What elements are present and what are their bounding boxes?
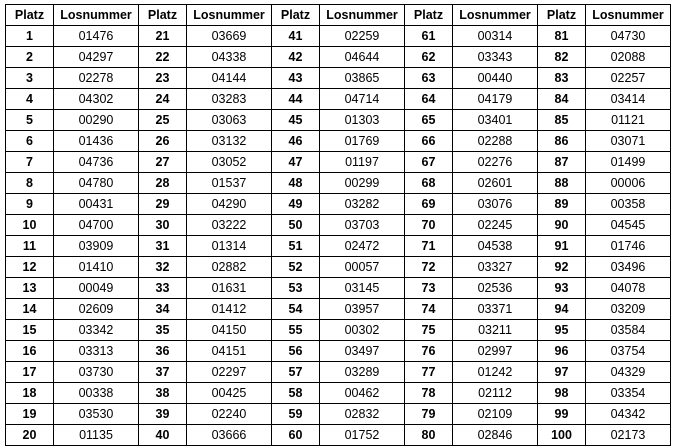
losnummer-cell: 03703 (320, 215, 405, 236)
platz-cell: 18 (6, 383, 54, 404)
platz-cell: 34 (139, 299, 187, 320)
platz-cell: 89 (538, 194, 586, 215)
platz-cell: 5 (6, 110, 54, 131)
platz-cell: 96 (538, 341, 586, 362)
losnummer-cell: 02832 (320, 404, 405, 425)
losnummer-cell: 03497 (320, 341, 405, 362)
table-row (6, 362, 671, 383)
losnummer-cell: 02601 (453, 173, 538, 194)
platz-cell: 12 (6, 257, 54, 278)
platz-cell: 90 (538, 215, 586, 236)
losnummer-cell: 01631 (187, 278, 272, 299)
losnummer-cell: 03414 (586, 89, 671, 110)
losnummer-cell: 03865 (320, 68, 405, 89)
losnummer-cell: 00006 (586, 173, 671, 194)
platz-cell: 58 (272, 383, 320, 404)
platz-cell: 50 (272, 215, 320, 236)
header-platz: Platz (405, 5, 453, 26)
losnummer-cell: 00057 (320, 257, 405, 278)
platz-cell: 6 (6, 131, 54, 152)
table-body (6, 26, 671, 446)
table-row (6, 236, 671, 257)
losnummer-cell: 03283 (187, 89, 272, 110)
losnummer-cell: 00440 (453, 68, 538, 89)
losnummer-cell: 01242 (453, 362, 538, 383)
losnummer-cell: 03052 (187, 152, 272, 173)
losnummer-cell: 02112 (453, 383, 538, 404)
platz-cell: 32 (139, 257, 187, 278)
platz-cell: 65 (405, 110, 453, 131)
platz-cell: 81 (538, 26, 586, 47)
header-losnummer: Losnummer (187, 5, 272, 26)
losnummer-cell: 02288 (453, 131, 538, 152)
table-row (6, 194, 671, 215)
losnummer-cell: 04179 (453, 89, 538, 110)
losnummer-cell: 02173 (586, 425, 671, 446)
header-row (6, 5, 671, 26)
losnummer-cell: 00425 (187, 383, 272, 404)
losnummer-cell: 04545 (586, 215, 671, 236)
table-row (6, 257, 671, 278)
platz-cell: 42 (272, 47, 320, 68)
platz-cell: 22 (139, 47, 187, 68)
losnummer-cell: 04338 (187, 47, 272, 68)
losnummer-cell: 04730 (586, 26, 671, 47)
losnummer-cell: 04290 (187, 194, 272, 215)
losnummer-cell: 04078 (586, 278, 671, 299)
table-row (6, 68, 671, 89)
platz-cell: 59 (272, 404, 320, 425)
platz-cell: 76 (405, 341, 453, 362)
losnummer-cell: 02240 (187, 404, 272, 425)
losnummer-cell: 03071 (586, 131, 671, 152)
platz-cell: 69 (405, 194, 453, 215)
table-row (6, 383, 671, 404)
platz-cell: 45 (272, 110, 320, 131)
losnummer-cell: 00290 (54, 110, 139, 131)
losnummer-cell: 04700 (54, 215, 139, 236)
platz-cell: 4 (6, 89, 54, 110)
platz-cell: 44 (272, 89, 320, 110)
losnummer-cell: 02278 (54, 68, 139, 89)
losnummer-cell: 01121 (586, 110, 671, 131)
platz-cell: 63 (405, 68, 453, 89)
losnummer-cell: 04150 (187, 320, 272, 341)
platz-cell: 19 (6, 404, 54, 425)
platz-cell: 68 (405, 173, 453, 194)
losnummer-cell: 04644 (320, 47, 405, 68)
header-platz: Platz (6, 5, 54, 26)
platz-cell: 92 (538, 257, 586, 278)
losnummer-cell: 03909 (54, 236, 139, 257)
losnummer-cell: 01410 (54, 257, 139, 278)
table-row (6, 425, 671, 446)
platz-cell: 56 (272, 341, 320, 362)
platz-cell: 98 (538, 383, 586, 404)
platz-cell: 48 (272, 173, 320, 194)
losnummer-cell: 03211 (453, 320, 538, 341)
losnummer-cell: 01746 (586, 236, 671, 257)
platz-cell: 73 (405, 278, 453, 299)
losnummer-cell: 02276 (453, 152, 538, 173)
losnummer-cell: 02245 (453, 215, 538, 236)
losnummer-cell: 01752 (320, 425, 405, 446)
losnummer-cell: 04144 (187, 68, 272, 89)
platz-cell: 91 (538, 236, 586, 257)
losnummer-cell: 02997 (453, 341, 538, 362)
header-losnummer: Losnummer (54, 5, 139, 26)
table-row (6, 278, 671, 299)
platz-cell: 15 (6, 320, 54, 341)
losnummer-cell: 03209 (586, 299, 671, 320)
losnummer-cell: 01197 (320, 152, 405, 173)
losnummer-cell: 01499 (586, 152, 671, 173)
losnummer-cell: 02846 (453, 425, 538, 446)
platz-cell: 24 (139, 89, 187, 110)
platz-cell: 85 (538, 110, 586, 131)
table-row (6, 152, 671, 173)
losnummer-cell: 00431 (54, 194, 139, 215)
losnummer-cell: 03145 (320, 278, 405, 299)
platz-cell: 37 (139, 362, 187, 383)
losnummer-cell: 04297 (54, 47, 139, 68)
losnummer-cell: 04736 (54, 152, 139, 173)
platz-cell: 77 (405, 362, 453, 383)
losnummer-cell: 01537 (187, 173, 272, 194)
platz-cell: 17 (6, 362, 54, 383)
platz-cell: 49 (272, 194, 320, 215)
losnummer-cell: 03076 (453, 194, 538, 215)
losnummer-cell: 02109 (453, 404, 538, 425)
platz-cell: 97 (538, 362, 586, 383)
losnummer-cell: 03730 (54, 362, 139, 383)
platz-cell: 54 (272, 299, 320, 320)
losnummer-cell: 03754 (586, 341, 671, 362)
platz-cell: 74 (405, 299, 453, 320)
platz-cell: 20 (6, 425, 54, 446)
platz-cell: 1 (6, 26, 54, 47)
losnummer-cell: 03957 (320, 299, 405, 320)
losnummer-cell: 01412 (187, 299, 272, 320)
platz-cell: 94 (538, 299, 586, 320)
platz-cell: 28 (139, 173, 187, 194)
losnummer-cell: 01303 (320, 110, 405, 131)
losnummer-cell: 00314 (453, 26, 538, 47)
losnummer-cell: 03669 (187, 26, 272, 47)
platz-cell: 29 (139, 194, 187, 215)
losnummer-cell: 03343 (453, 47, 538, 68)
losnummer-cell: 03282 (320, 194, 405, 215)
lottery-results-table (5, 4, 671, 446)
header-losnummer: Losnummer (320, 5, 405, 26)
platz-cell: 79 (405, 404, 453, 425)
losnummer-cell: 03327 (453, 257, 538, 278)
platz-cell: 41 (272, 26, 320, 47)
platz-cell: 33 (139, 278, 187, 299)
losnummer-cell: 03496 (586, 257, 671, 278)
platz-cell: 72 (405, 257, 453, 278)
losnummer-cell: 01476 (54, 26, 139, 47)
losnummer-cell: 00358 (586, 194, 671, 215)
table-row (6, 404, 671, 425)
platz-cell: 86 (538, 131, 586, 152)
platz-cell: 38 (139, 383, 187, 404)
platz-cell: 40 (139, 425, 187, 446)
platz-cell: 11 (6, 236, 54, 257)
losnummer-cell: 03222 (187, 215, 272, 236)
losnummer-cell: 01436 (54, 131, 139, 152)
platz-cell: 60 (272, 425, 320, 446)
losnummer-cell: 04329 (586, 362, 671, 383)
platz-cell: 30 (139, 215, 187, 236)
platz-cell: 16 (6, 341, 54, 362)
losnummer-cell: 02257 (586, 68, 671, 89)
platz-cell: 27 (139, 152, 187, 173)
losnummer-cell: 03584 (586, 320, 671, 341)
losnummer-cell: 03354 (586, 383, 671, 404)
platz-cell: 67 (405, 152, 453, 173)
platz-cell: 46 (272, 131, 320, 152)
losnummer-cell: 03289 (320, 362, 405, 383)
table-row (6, 131, 671, 152)
platz-cell: 100 (538, 425, 586, 446)
platz-cell: 43 (272, 68, 320, 89)
losnummer-cell: 00299 (320, 173, 405, 194)
platz-cell: 83 (538, 68, 586, 89)
platz-cell: 95 (538, 320, 586, 341)
losnummer-cell: 03371 (453, 299, 538, 320)
table-row (6, 89, 671, 110)
losnummer-cell: 03342 (54, 320, 139, 341)
header-losnummer: Losnummer (453, 5, 538, 26)
platz-cell: 52 (272, 257, 320, 278)
platz-cell: 64 (405, 89, 453, 110)
platz-cell: 3 (6, 68, 54, 89)
losnummer-cell: 00302 (320, 320, 405, 341)
platz-cell: 71 (405, 236, 453, 257)
platz-cell: 62 (405, 47, 453, 68)
platz-cell: 55 (272, 320, 320, 341)
platz-cell: 39 (139, 404, 187, 425)
losnummer-cell: 02536 (453, 278, 538, 299)
header-platz: Platz (139, 5, 187, 26)
losnummer-cell: 03313 (54, 341, 139, 362)
platz-cell: 25 (139, 110, 187, 131)
losnummer-cell: 02472 (320, 236, 405, 257)
header-platz: Platz (538, 5, 586, 26)
table-row (6, 320, 671, 341)
platz-cell: 93 (538, 278, 586, 299)
losnummer-cell: 03401 (453, 110, 538, 131)
table-row (6, 26, 671, 47)
platz-cell: 21 (139, 26, 187, 47)
losnummer-cell: 04780 (54, 173, 139, 194)
platz-cell: 31 (139, 236, 187, 257)
header-platz: Platz (272, 5, 320, 26)
header-losnummer: Losnummer (586, 5, 671, 26)
platz-cell: 66 (405, 131, 453, 152)
results-table-container (5, 4, 671, 446)
losnummer-cell: 00462 (320, 383, 405, 404)
table-row (6, 110, 671, 131)
platz-cell: 9 (6, 194, 54, 215)
platz-cell: 13 (6, 278, 54, 299)
platz-cell: 70 (405, 215, 453, 236)
losnummer-cell: 03132 (187, 131, 272, 152)
platz-cell: 57 (272, 362, 320, 383)
platz-cell: 82 (538, 47, 586, 68)
losnummer-cell: 04151 (187, 341, 272, 362)
platz-cell: 80 (405, 425, 453, 446)
losnummer-cell: 01135 (54, 425, 139, 446)
platz-cell: 88 (538, 173, 586, 194)
losnummer-cell: 00338 (54, 383, 139, 404)
losnummer-cell: 02297 (187, 362, 272, 383)
losnummer-cell: 00049 (54, 278, 139, 299)
platz-cell: 99 (538, 404, 586, 425)
platz-cell: 75 (405, 320, 453, 341)
losnummer-cell: 02259 (320, 26, 405, 47)
losnummer-cell: 04342 (586, 404, 671, 425)
platz-cell: 61 (405, 26, 453, 47)
table-row (6, 299, 671, 320)
losnummer-cell: 02609 (54, 299, 139, 320)
losnummer-cell: 02882 (187, 257, 272, 278)
platz-cell: 7 (6, 152, 54, 173)
platz-cell: 8 (6, 173, 54, 194)
platz-cell: 14 (6, 299, 54, 320)
platz-cell: 2 (6, 47, 54, 68)
losnummer-cell: 03530 (54, 404, 139, 425)
losnummer-cell: 01314 (187, 236, 272, 257)
losnummer-cell: 04714 (320, 89, 405, 110)
platz-cell: 53 (272, 278, 320, 299)
losnummer-cell: 04302 (54, 89, 139, 110)
platz-cell: 23 (139, 68, 187, 89)
platz-cell: 51 (272, 236, 320, 257)
platz-cell: 35 (139, 320, 187, 341)
table-header (6, 5, 671, 26)
losnummer-cell: 02088 (586, 47, 671, 68)
losnummer-cell: 01769 (320, 131, 405, 152)
table-row (6, 341, 671, 362)
losnummer-cell: 03666 (187, 425, 272, 446)
platz-cell: 36 (139, 341, 187, 362)
platz-cell: 84 (538, 89, 586, 110)
platz-cell: 47 (272, 152, 320, 173)
platz-cell: 26 (139, 131, 187, 152)
table-row (6, 47, 671, 68)
table-row (6, 173, 671, 194)
platz-cell: 87 (538, 152, 586, 173)
table-row (6, 215, 671, 236)
losnummer-cell: 03063 (187, 110, 272, 131)
platz-cell: 10 (6, 215, 54, 236)
losnummer-cell: 04538 (453, 236, 538, 257)
platz-cell: 78 (405, 383, 453, 404)
